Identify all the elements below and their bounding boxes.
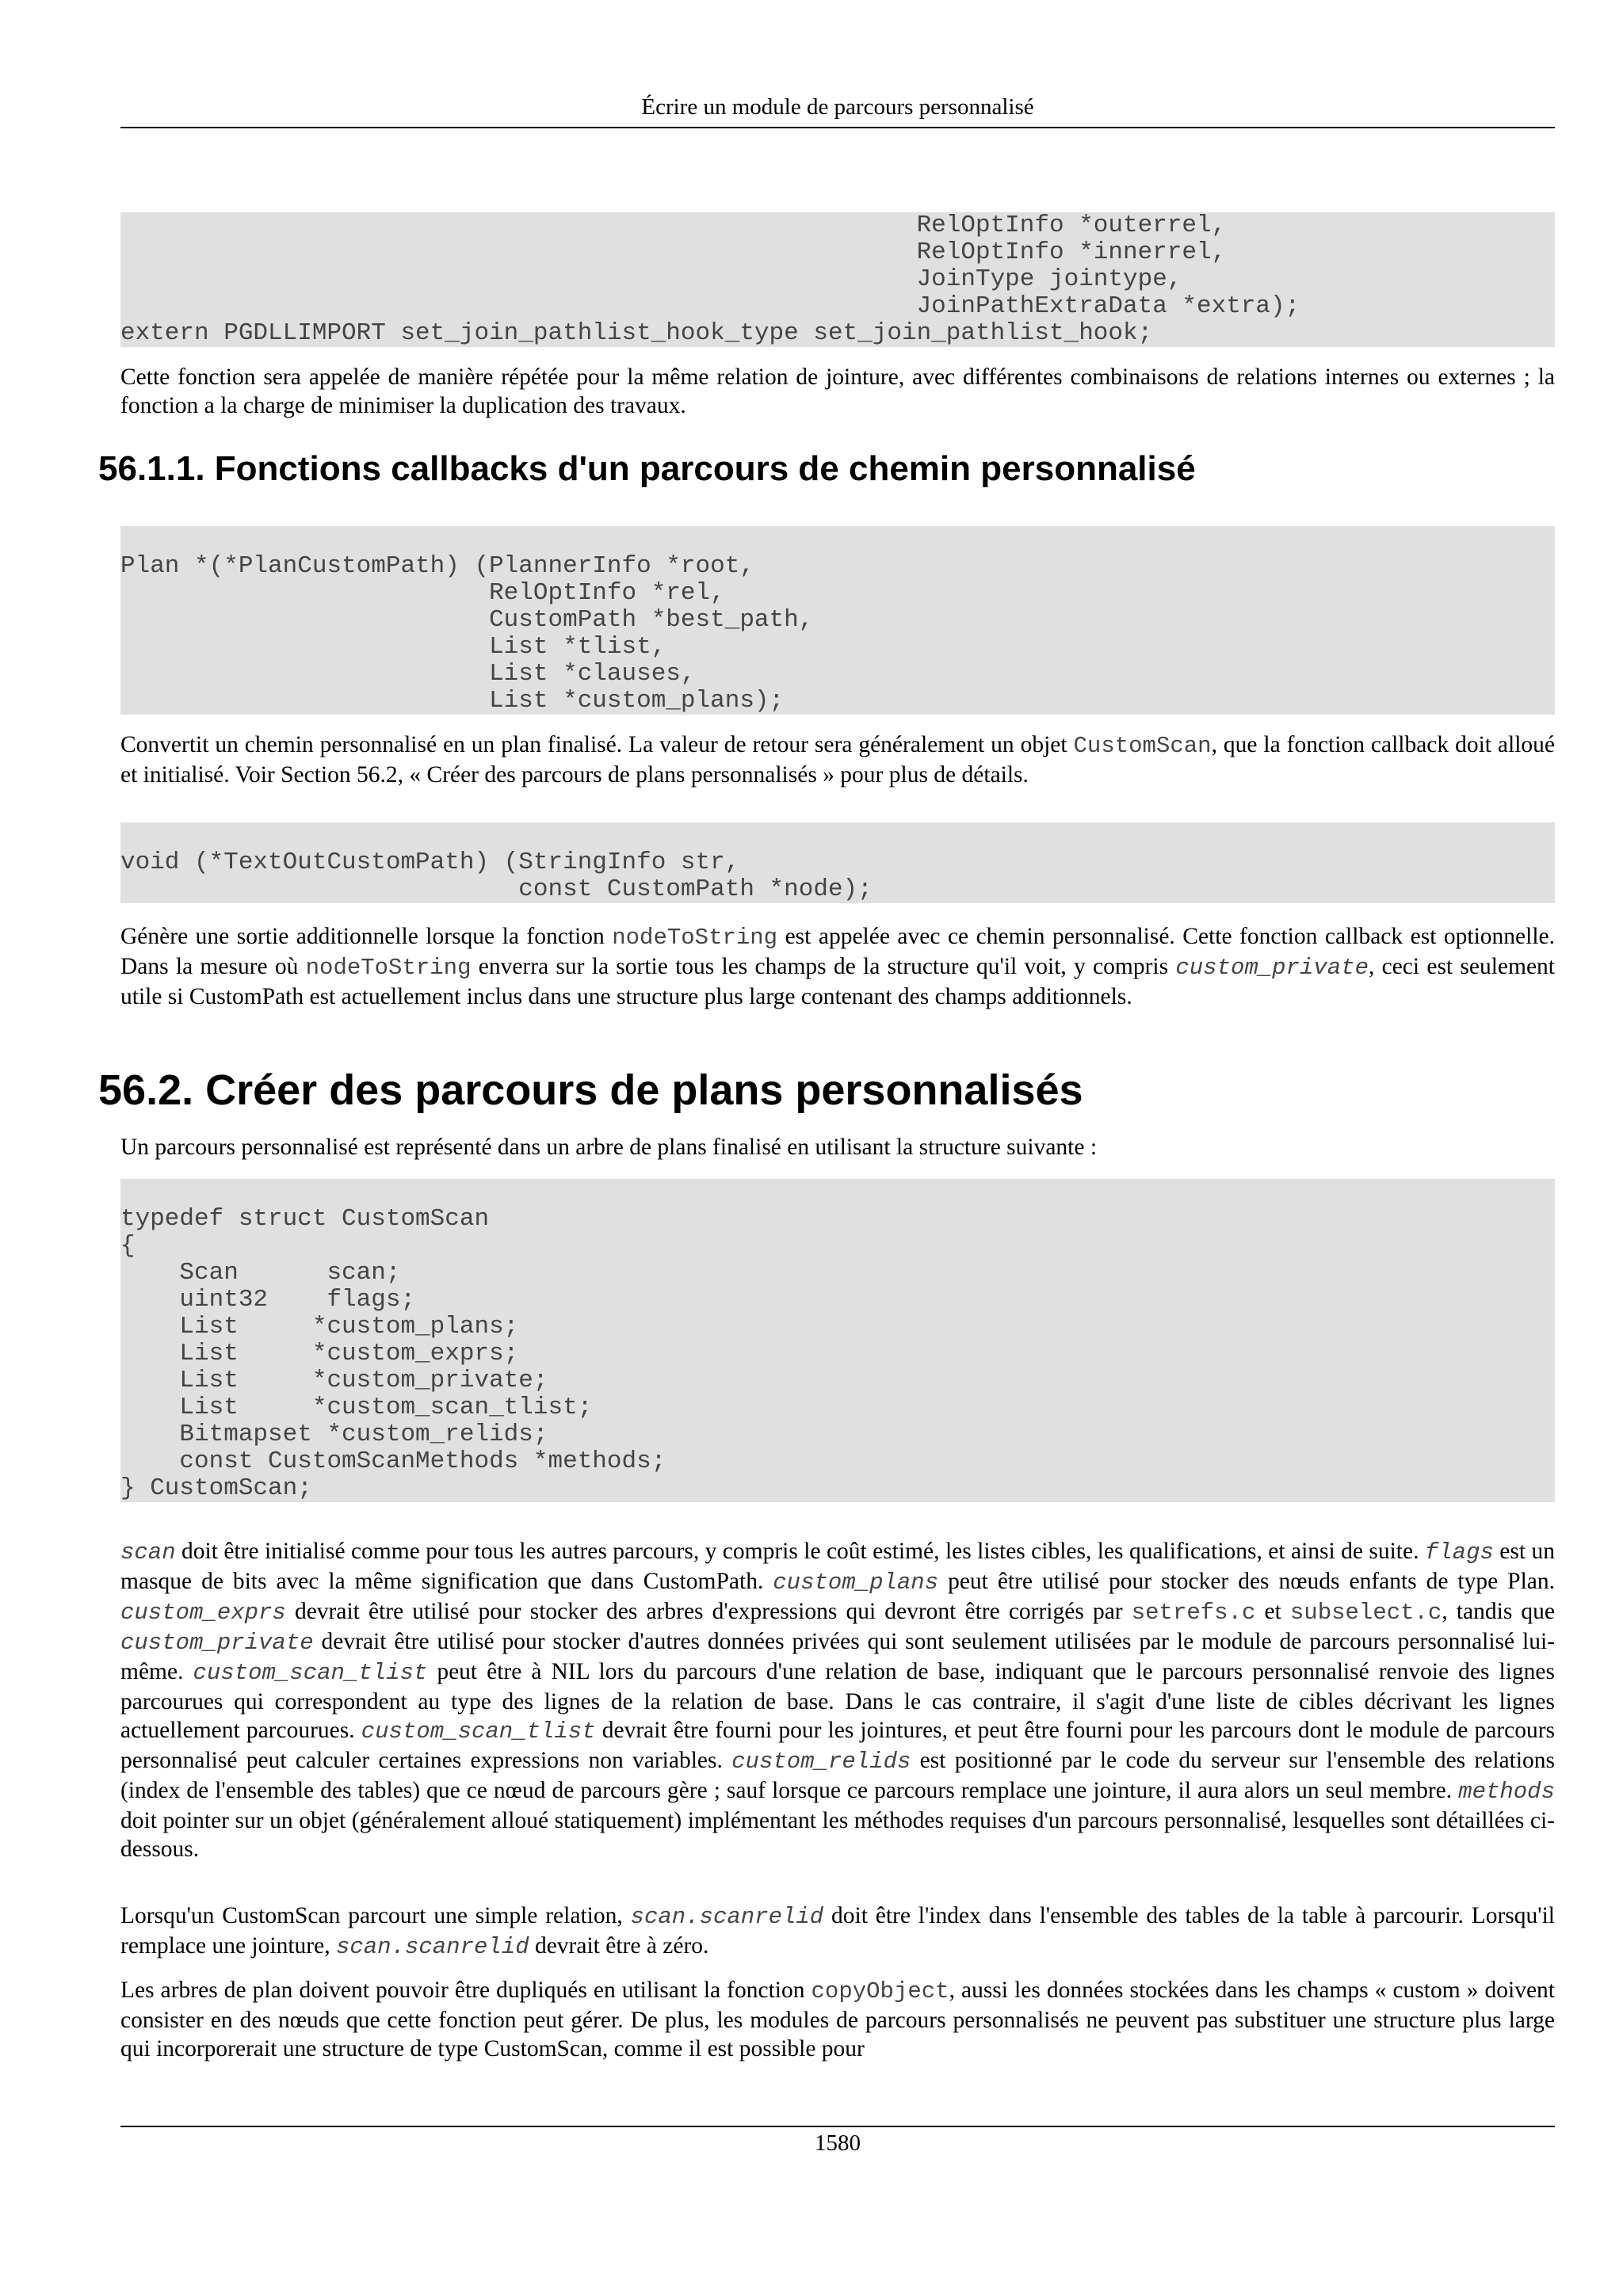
code-block-plan-custom-path: Plan *(*PlanCustomPath) (PlannerInfo *root, RelOptInfo *rel, CustomPath *best_path, List *tlist, List *clauses, List *custom_plans); (120, 526, 1555, 715)
footer-rule (120, 2126, 1555, 2127)
paragraph-join-hook: Cette fonction sera appelée de manière répétée pour la même relation de jointure, avec différentes combinaisons de relations internes ou externes ; la fonction a la charge de minimiser la duplication des travaux. (120, 364, 1555, 418)
paragraph-text-out-custom-path: Génère une sortie additionnelle lorsque la fonction nodeToString est appelée avec ce chemin personnalisé. Cette fonction callback est optionnelle. Dans la mesure où nodeToString enverra sur la sortie tous les champs de la structure qu'il voit, y compris custom_private, ceci est seulement utile si CustomPath est actuellement inclus dans une structure plus large contenant des champs additionnels. (120, 924, 1555, 1009)
code-block-text-out-custom-path: void (*TextOutCustomPath) (StringInfo str, const CustomPath *node); (120, 822, 1555, 903)
code-block-custom-scan-struct: typedef struct CustomScan { Scan scan; uint32 flags; List *custom_plans; List *custom_exprs; List *custom_private; List *custom_scan_tlist; Bitmapset *custom_relids; const CustomScanMethods *methods; } CustomScan; (120, 1179, 1555, 1502)
paragraph-structure-intro: Un parcours personnalisé est représenté dans un arbre de plans finalisé en utilisant la structure suivante : (120, 1135, 1098, 1160)
header-rule (120, 127, 1555, 128)
paragraph-custom-scan-fields: scan doit être initialisé comme pour tous les autres parcours, y compris le coût estimé, les listes cibles, les qualifications, et ainsi de suite. flags est un masque de bits avec la même signification que dans CustomPath. custom_plans peut être utilisé pour stocker des nœuds enfants de type Plan. custom_exprs devrait être utilisé pour stocker des arbres d'expressions qui devront être corrigés par setrefs.c et subselect.c, tandis que custom_private devrait être utilisé pour stocker d'autres données privées qui sont seulement utilisées par le module de parcours personnalisé lui-même. custom_scan_tlist peut être à NIL lors du parcours d'une relation de base, indiquant que le parcours personnalisé renvoie des lignes parcourues qui correspondent au type des lignes de la relation de base. Dans le cas contraire, il s'agit d'une liste de cibles décrivant les lignes actuellement parcourues. custom_scan_tlist devrait être fourni pour les jointures, et peut être fourni pour les parcours dont le module de parcours personnalisé peut calculer certaines expressions non variables. custom_relids est positionné par le code du serveur sur l'ensemble des relations (index de l'ensemble des tables) que ce nœud de parcours gère ; sauf lorsque ce parcours remplace une jointure, il aura alors un seul membre. methods doit pointer sur un objet (généralement alloué statiquement) implémentant les méthodes requises d'un parcours personnalisé, lesquelles sont détaillées ci-dessous. (120, 1539, 1556, 1862)
code-block-join-hook: RelOptInfo *outerrel, RelOptInfo *innerrel, JoinType jointype, JoinPathExtraData *extra); extern PGDLLIMPORT set_join_pathlist_hook_type set_join_pathlist_hook; (120, 212, 1555, 347)
paragraph-scanrelid: Lorsqu'un CustomScan parcourt une simple relation, scan.scanrelid doit être l'index dans l'ensemble des tables de la table à parcourir. Lorsqu'il remplace une jointure, scan.scanrelid devrait être à zéro. (120, 1903, 1555, 1960)
paragraph-plan-custom-path: Convertit un chemin personnalisé en un plan finalisé. La valeur de retour sera généralement un objet CustomScan, que la fonction callback doit alloué et initialisé. Voir Section 56.2, « Créer des parcours de plans personnalisés » pour plus de détails. (120, 732, 1555, 788)
running-header: Écrire un module de parcours personnalisé (641, 94, 1034, 120)
page-number: 1580 (815, 2130, 861, 2156)
section-heading-56-1-1: 56.1.1. Fonctions callbacks d'un parcours de chemin personnalisé (98, 449, 1196, 488)
paragraph-copy-object: Les arbres de plan doivent pouvoir être dupliqués en utilisant la fonction copyObject, aussi les données stockées dans les champs « custom » doivent consister en des nœuds que cette fonction peut gérer. De plus, les modules de parcours personnalisés ne peuvent pas substituer une structure plus large qui incorporerait une structure de type CustomScan, comme il est possible pour (120, 1978, 1555, 2061)
section-heading-56-2: 56.2. Créer des parcours de plans personnalisés (98, 1066, 1083, 1114)
